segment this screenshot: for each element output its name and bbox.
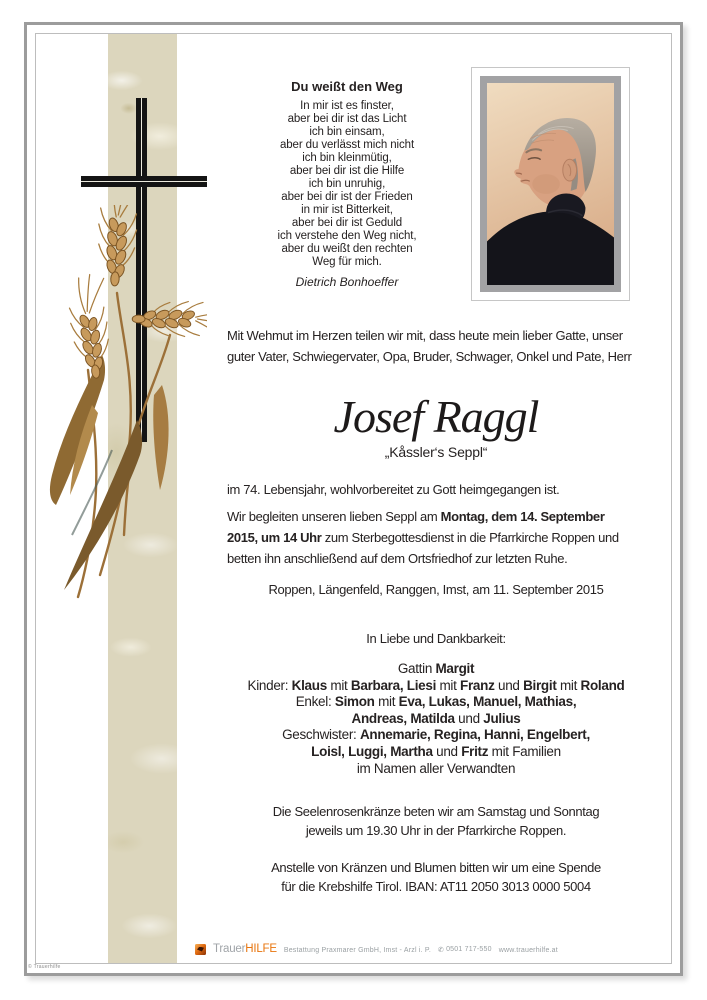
trauerhilfe-logo-icon bbox=[195, 944, 206, 955]
poem-line: aber bei dir ist der Frieden bbox=[281, 191, 413, 203]
cross-icon bbox=[81, 176, 207, 187]
phone-icon: ✆ bbox=[438, 947, 445, 954]
intro-line: Mit Wehmut im Herzen teilen wir mit, dass heute mein lieber Gatte, unser bbox=[227, 328, 623, 343]
poem-line: ich bin unruhig, bbox=[308, 178, 386, 190]
family-line: Loisl, Luggi, Martha und Fritz mit Familien bbox=[311, 743, 561, 759]
poem-line: ich verstehe den Weg nicht, bbox=[277, 230, 417, 242]
poem-line: aber bei dir ist die Hilfe bbox=[289, 165, 405, 177]
poem-lines bbox=[230, 100, 464, 269]
dateline: Roppen, Längenfeld, Ranggen, Imst, am 11. September 2015 bbox=[268, 582, 604, 597]
passing-line: im 74. Lebensjahr, wohlvorbereitet zu Gott heimgegangen ist. bbox=[227, 482, 560, 497]
service-line: betten ihn anschließend auf dem Ortsfriedhof zur letzten Ruhe. bbox=[227, 551, 568, 566]
poem-line: aber bei dir ist das Licht bbox=[287, 113, 407, 125]
deceased-name: Josef Raggl bbox=[333, 391, 539, 442]
donation-line: für die Krebshilfe Tirol. IBAN: AT11 2050 3013 0000 5004 bbox=[281, 878, 591, 894]
poem-line: aber du verlässt mich nicht bbox=[279, 139, 415, 151]
family-line: Andreas, Matilda und Julius bbox=[351, 710, 521, 726]
intro-paragraph bbox=[227, 325, 645, 367]
service-line: 2015, um 14 Uhr zum Sterbegottesdienst in die Pfarrkirche Roppen und bbox=[227, 530, 619, 545]
poem-author: Dietrich Bonhoeffer bbox=[295, 275, 399, 289]
family-line: Kinder: Klaus mit Barbara, Liesi mit Franz und Birgit mit Roland bbox=[247, 677, 625, 693]
poem-line: ich bin einsam, bbox=[309, 126, 385, 138]
poem-title: Du weißt den Weg bbox=[291, 79, 403, 94]
family-line: Geschwister: Annemarie, Regina, Hanni, Engelbert, bbox=[282, 727, 590, 743]
closing-line: In Liebe und Dankbarkeit: bbox=[366, 631, 506, 646]
family-line: im Namen aller Verwandten bbox=[356, 760, 516, 776]
poem-block bbox=[230, 79, 464, 289]
family-list bbox=[227, 661, 645, 777]
poem-line: in mir ist Bitterkeit, bbox=[301, 204, 393, 216]
family-line: Enkel: Simon mit Eva, Lukas, Manuel, Mathias, bbox=[295, 694, 577, 710]
website-url: www.trauerhilfe.at bbox=[498, 947, 558, 954]
service-paragraph bbox=[227, 506, 645, 569]
intro-line: guter Vater, Schwiegervater, Opa, Bruder, Schwager, Onkel und Pate, Herr bbox=[227, 349, 632, 364]
funeral-home-footer bbox=[195, 943, 558, 955]
rosary-line: jeweils um 19.30 Uhr in der Pfarrkirche Roppen. bbox=[305, 822, 567, 838]
wheat-illustration bbox=[42, 205, 207, 605]
donation-line: Anstelle von Kränzen und Blumen bitten wir um eine Spende bbox=[271, 860, 601, 875]
poem-line: ich bin kleinmütig, bbox=[302, 152, 392, 164]
family-line: Gattin Margit bbox=[397, 661, 475, 676]
portrait-photo bbox=[471, 67, 630, 301]
poem-line: aber bei dir ist Geduld bbox=[291, 217, 403, 229]
trauerhilfe-brand: TrauerHILFE bbox=[213, 943, 277, 955]
phone-number: ✆ 0501 717-550 bbox=[438, 946, 492, 954]
service-line: Wir begleiten unseren lieben Seppl am Montag, dem 14. September bbox=[227, 509, 605, 524]
rosary-line: Die Seelenrosenkränze beten wir am Samstag und Sonntag bbox=[272, 804, 600, 819]
rosary-notice bbox=[227, 803, 645, 840]
funeral-home-company: Bestattung Praxmarer GmbH, Imst - Arzl i. P. bbox=[283, 947, 431, 954]
poem-line: In mir ist es finster, bbox=[300, 100, 394, 112]
deceased-nickname: „Kåssler‘s Seppl“ bbox=[384, 444, 488, 460]
copyright-note: © Trauerhilfe bbox=[28, 964, 61, 970]
donation-notice bbox=[227, 859, 645, 896]
photo-of-deceased bbox=[487, 83, 614, 285]
poem-line: aber du weißt den rechten bbox=[281, 243, 413, 255]
poem-line: Weg für mich. bbox=[312, 256, 382, 268]
photo-frame bbox=[480, 76, 621, 292]
